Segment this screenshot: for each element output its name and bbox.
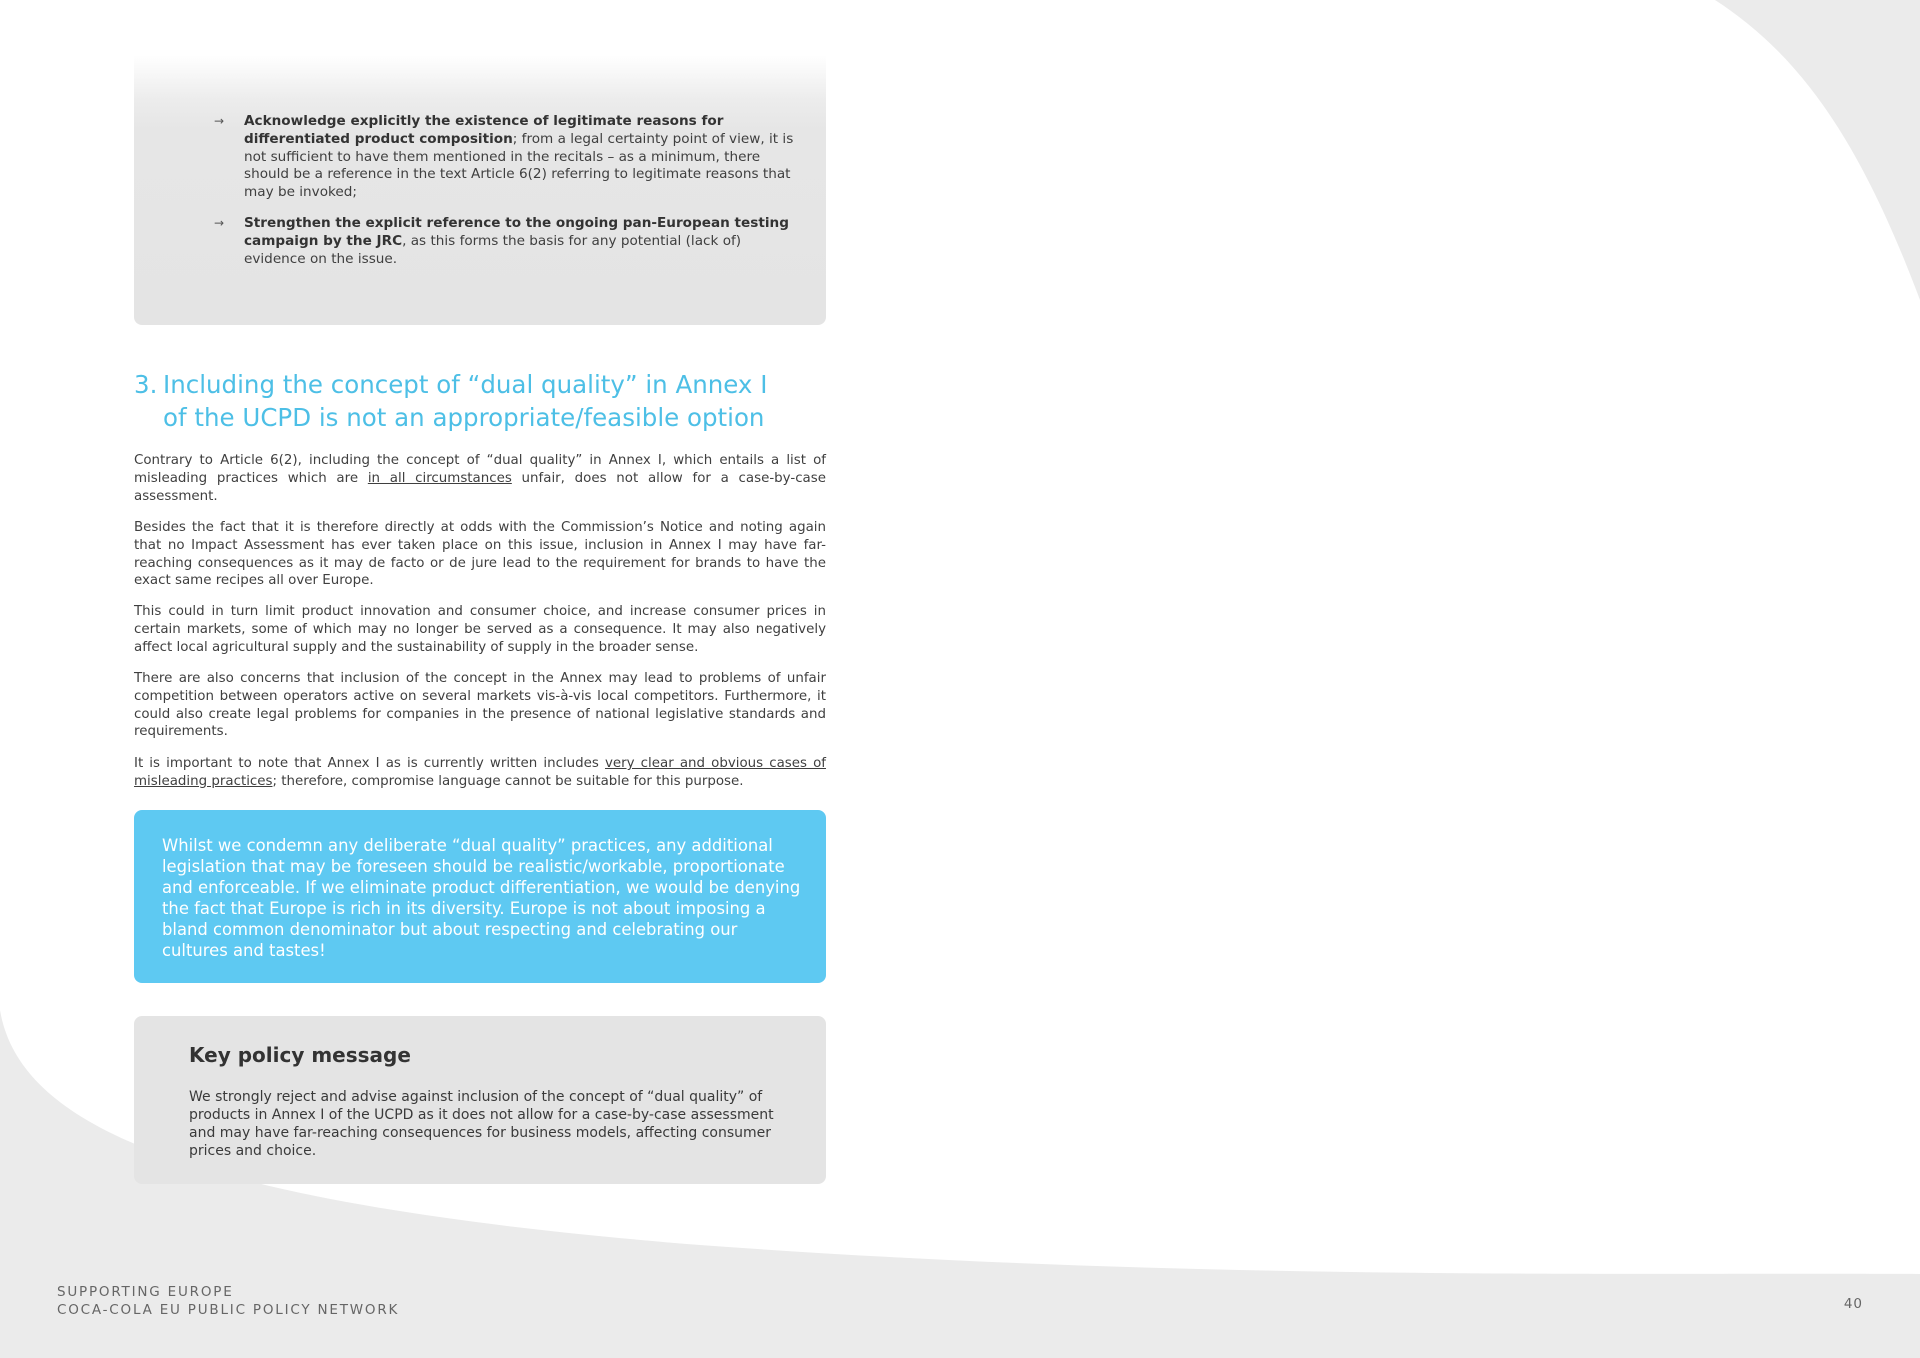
section-title-line2: of the UCPD is not an appropriate/feasible option <box>163 403 765 432</box>
footer <box>57 1283 399 1319</box>
section-title-line1: Including the concept of “dual quality” in Annex I <box>163 370 768 399</box>
bullet-item <box>214 113 804 202</box>
highlight-text: Whilst we condemn any deliberate “dual quality” practices, any additional legislation that may be foreseen should be realistic/workable, proportionate and enforceable. If we eliminate product differentiation, we would be denying the fact that Europe is rich in its diversity. Europe is not about imposing a bland common denominator but about respecting and celebrating our cultures and tastes! <box>162 836 801 960</box>
paragraph: There are also concerns that inclusion of the concept in the Annex may lead to problems of unfair competition between operators active on several markets vis-à-vis local competitors. Furthermore, it could also create legal problems for companies in the presence of national legislative standards and requirements. <box>134 671 826 740</box>
paragraph <box>134 452 826 505</box>
key-policy-box <box>134 1016 826 1184</box>
paragraph <box>134 755 826 791</box>
key-policy-title: Key policy message <box>189 1043 411 1067</box>
bullet-bold: Strengthen the explicit reference to the ongoing pan-European testing campaign by the JRC <box>244 215 789 249</box>
section-number: 3. <box>134 370 158 399</box>
page-number: 40 <box>1843 1296 1863 1312</box>
paragraph-text: Contrary to Article 6(2), including the concept of “dual quality” in Annex I, which entails a list of misleading practices which are <box>134 453 826 486</box>
underlined-text: very clear and obvious cases of misleading practices <box>134 756 826 789</box>
paragraph-text: unfair, does not allow for a case-by-case assessment. <box>134 470 826 504</box>
arrow-right-icon: → <box>214 216 225 230</box>
paragraph-text: It is important to note that Annex I as is currently written includes <box>134 756 605 771</box>
bullet-item <box>214 215 804 268</box>
highlight-box <box>134 810 826 983</box>
bullet-bold: Acknowledge explicitly the existence of legitimate reasons for differentiated product composition <box>244 113 724 147</box>
bullet-text: ; from a legal certainty point of view, it is not sufficient to have them mentioned in the recitals – as a minimum, there should be a reference in the text Article 6(2) referring to legitimate reasons that may be invoked; <box>244 130 794 201</box>
section-heading <box>134 368 854 434</box>
bullet-text: , as this forms the basis for any potential (lack of) evidence on the issue. <box>244 232 742 267</box>
key-policy-text: We strongly reject and advise against inclusion of the concept of “dual quality” of products in Annex I of the UCPD as it does not allow for a case-by-case assessment and may have far-reaching consequences for business models, affecting consumer prices and choice. <box>189 1089 774 1159</box>
underlined-text: in all circumstances <box>367 470 512 486</box>
paragraph: This could in turn limit product innovation and consumer choice, and increase consumer prices in certain markets, some of which may no longer be served as a consequence. It may also negatively affect local agricultural supply and the sustainability of supply in the broader sense. <box>134 604 826 655</box>
paragraph-text: ; therefore, compromise language cannot be suitable for this purpose. <box>272 773 744 789</box>
footer-line1: SUPPORTING EUROPE <box>57 1284 234 1300</box>
arrow-right-icon: → <box>214 114 225 128</box>
paragraph: Besides the fact that it is therefore directly at odds with the Commission’s Notice and noting again that no Impact Assessment has ever taken place on this issue, inclusion in Annex I may have far-reaching consequences as it may de facto or de jure lead to the requirement for brands to have the exact same recipes all over Europe. <box>134 520 826 589</box>
footer-line2: COCA-COLA EU PUBLIC POLICY NETWORK <box>57 1302 400 1318</box>
recommendations-box <box>134 55 826 325</box>
